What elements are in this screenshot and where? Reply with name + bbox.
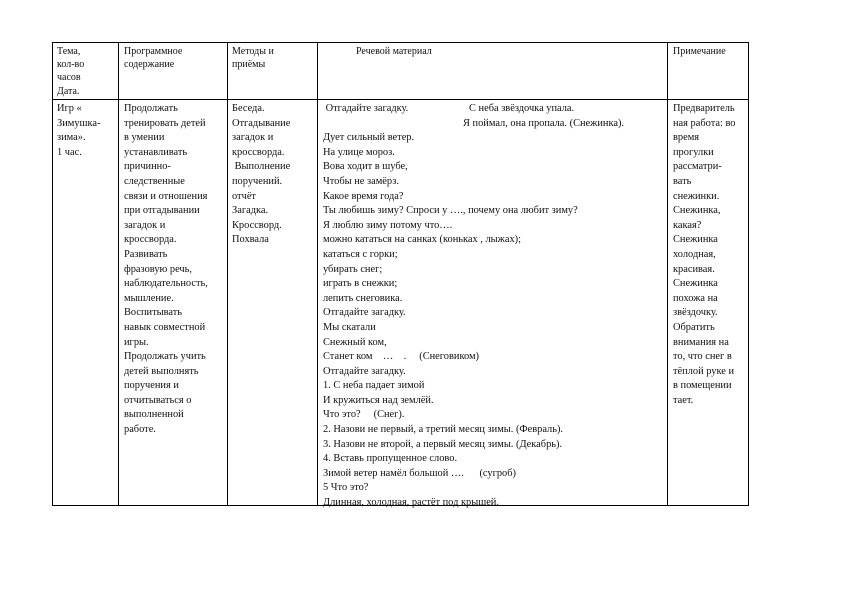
speech-line: Дует сильный ветер.: [323, 132, 415, 144]
notes-line: снежинки.: [673, 190, 720, 202]
header-topic-line: часов: [57, 72, 81, 84]
speech-line: Снежный ком,: [323, 336, 387, 348]
methods-line: кроссворда.: [232, 146, 285, 158]
speech-line: 4. Вставь пропущенное слово.: [323, 453, 458, 465]
header-speech: [356, 45, 656, 58]
table-right-border: [748, 42, 749, 506]
speech-line: На улице мороз.: [323, 146, 395, 158]
program-line: Развивать: [124, 248, 168, 260]
row-notes: [673, 102, 746, 408]
notes-line: Предваритель: [673, 103, 735, 114]
column-divider-1: [118, 42, 119, 506]
speech-line: Какое время года?: [323, 190, 404, 202]
program-line: Продолжать учить: [124, 351, 206, 363]
program-line: Продолжать: [124, 103, 178, 114]
speech-line: Отгадайте загадку.: [323, 307, 406, 319]
program-line: устанавливать: [124, 146, 188, 158]
notes-line: Обратить: [673, 321, 715, 333]
riddle-line: Я поймал, она пропала. (Снежинка).: [463, 117, 625, 129]
speech-line: Что это? (Снег).: [323, 409, 405, 421]
column-divider-4: [667, 42, 668, 506]
speech-line: Мы скатали: [323, 321, 376, 333]
speech-line: кататься с горки;: [323, 248, 398, 260]
speech-line: Вова ходит в шубе,: [323, 161, 408, 173]
speech-line: играть в снежки;: [323, 278, 398, 290]
row-methods: [232, 102, 315, 248]
header-program: [124, 45, 224, 71]
header-notes: [673, 45, 745, 58]
notes-line: холодная,: [673, 248, 716, 260]
notes-line: какая?: [673, 219, 702, 231]
speech-line: 2. Назови не первый, а третий месяц зимы. (Февраль).: [323, 424, 564, 436]
speech-line: 3. Назови не второй, а первый месяц зимы. (Декабрь).: [323, 438, 563, 450]
notes-line: звёздочку.: [673, 307, 718, 319]
topic-line: Игр «: [57, 103, 82, 114]
speech-line: Станет ком … . (Снеговиком): [323, 351, 480, 363]
notes-line: то, что снег в: [673, 351, 732, 363]
notes-line: тёплой руке и: [673, 365, 735, 377]
program-line: кроссворда.: [124, 234, 177, 246]
header-methods-line: Методы и: [232, 46, 274, 57]
notes-line: красивая.: [673, 263, 715, 275]
header-topic-line: кол-во: [57, 59, 85, 71]
program-line: наблюдательность,: [124, 278, 208, 290]
program-line: поручения и: [124, 380, 179, 392]
speech-line: 5 Что это?: [323, 482, 369, 494]
program-line: следственные: [124, 175, 185, 187]
program-line: в умении: [124, 132, 165, 144]
speech-line: Длинная, холодная, растёт под крышей.: [323, 497, 499, 509]
program-line: при отгадывании: [124, 205, 200, 217]
methods-line: поручений.: [232, 175, 283, 187]
notes-line: Снежинка: [673, 278, 718, 290]
program-line: игры.: [124, 336, 149, 348]
program-line: навык совместной: [124, 321, 206, 333]
program-line: связи и отношения: [124, 190, 208, 202]
header-program-line: содержание: [124, 59, 175, 71]
riddle-first-line: [323, 102, 665, 117]
notes-line: прогулки: [673, 146, 714, 158]
program-line: мышление.: [124, 292, 174, 304]
table-left-border: [52, 42, 53, 506]
notes-line: в помещении: [673, 380, 732, 392]
header-notes-line: Примечание: [673, 46, 726, 57]
speech-line: Я люблю зиму потому что….: [323, 219, 453, 231]
riddle-line: С неба звёздочка упала.: [469, 103, 575, 114]
header-speech-line: Речевой материал: [356, 46, 432, 57]
methods-line: Кроссворд.: [232, 219, 282, 231]
program-line: причинно-: [124, 161, 171, 173]
header-topic: [57, 45, 115, 98]
methods-line: отчёт: [232, 190, 256, 202]
table-top-border: [52, 42, 749, 43]
notes-line: вать: [673, 175, 692, 187]
header-methods-line: приёмы: [232, 59, 266, 71]
program-line: тренировать детей: [124, 117, 206, 129]
speech-line: убирать снег;: [323, 263, 383, 275]
speech-line: Чтобы не замёрз.: [323, 175, 399, 187]
speech-line: Отгадайте загадку.: [323, 365, 406, 377]
speech-intro: Отгадайте загадку.: [323, 103, 409, 114]
row-program: [124, 102, 225, 438]
program-line: Воспитывать: [124, 307, 183, 319]
topic-line: зима».: [57, 132, 86, 144]
notes-line: время: [673, 132, 700, 144]
speech-line: 1. С неба падает зимой: [323, 380, 425, 392]
methods-line: Беседа.: [232, 103, 265, 114]
notes-line: ная работа: во: [673, 117, 736, 129]
notes-line: внимания на: [673, 336, 729, 348]
header-topic-line: Дата.: [57, 85, 80, 97]
speech-line: можно кататься на санках (коньках , лыжах);: [323, 234, 521, 246]
header-topic-line: Тема,: [57, 46, 81, 57]
notes-line: рассматри-: [673, 161, 722, 173]
notes-line: похожа на: [673, 292, 718, 304]
speech-line: И кружиться над землёй.: [323, 394, 434, 406]
program-line: загадок и: [124, 219, 166, 231]
speech-line: Ты любишь зиму? Спроси у …., почему она любит зиму?: [323, 205, 578, 217]
methods-line: Выполнение: [232, 161, 291, 173]
row-topic: [57, 102, 115, 160]
header-row-divider: [52, 99, 749, 100]
column-divider-2: [227, 42, 228, 506]
notes-line: Снежинка: [673, 234, 718, 246]
methods-line: Отгадывание: [232, 117, 291, 129]
column-divider-3: [317, 42, 318, 506]
topic-line: 1 час.: [57, 146, 82, 158]
row-speech: [323, 102, 665, 511]
topic-line: Зимушка-: [57, 117, 101, 129]
program-line: работе.: [124, 424, 156, 436]
notes-line: тает.: [673, 394, 694, 406]
methods-line: Похвала: [232, 234, 269, 246]
program-line: детей выполнять: [124, 365, 199, 377]
header-methods: [232, 45, 314, 71]
speech-line: лепить снеговика.: [323, 292, 403, 304]
program-line: фразовую речь,: [124, 263, 192, 275]
program-line: выполненной: [124, 409, 184, 421]
methods-line: загадок и: [232, 132, 274, 144]
speech-line: Зимой ветер намёл большой …. (сугроб): [323, 467, 516, 479]
header-program-line: Программное: [124, 46, 183, 57]
program-line: отчитываться о: [124, 394, 192, 406]
methods-line: Загадка.: [232, 205, 269, 217]
notes-line: Снежинка,: [673, 205, 721, 217]
